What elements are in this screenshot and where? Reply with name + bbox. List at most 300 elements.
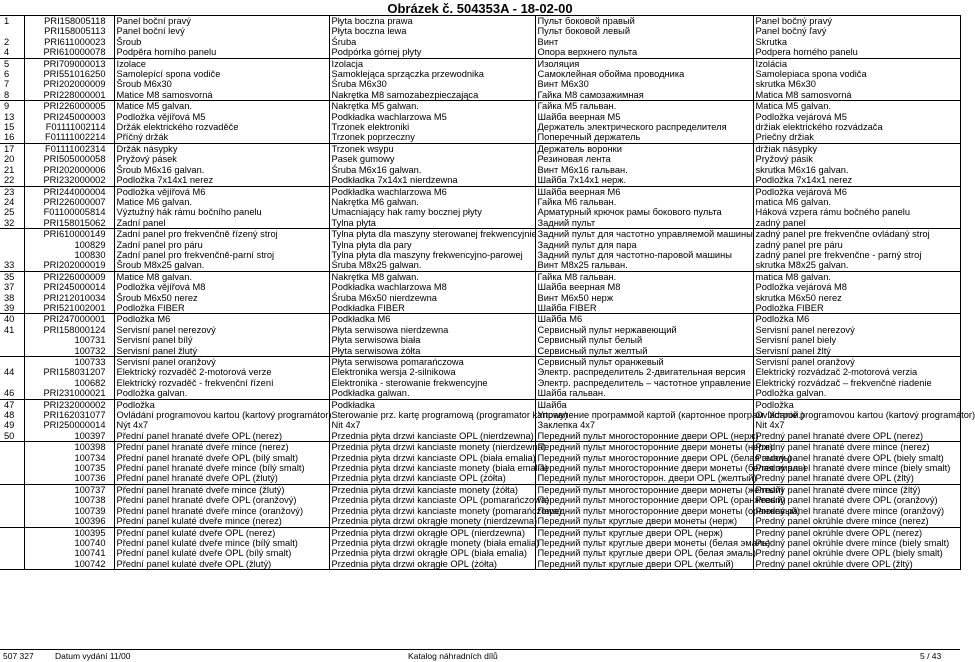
name-czech: Držák elektrického rozvaděče [114,122,329,132]
table-row [0,548,960,558]
name-polish: Podkładka [329,399,535,410]
name-slovak: Priečny držiak [753,132,960,143]
name-czech: Přední panel kulaté dveře OPL (bílý smalt) [114,548,329,558]
part-code: 100397 [24,431,114,442]
position-number [0,538,24,548]
position-number [0,527,24,538]
name-slovak: Predný panel hranaté dvere OPL (žltý) [753,473,960,484]
name-czech: Panel boční levý [114,26,329,36]
name-russian: Сервисный пульт белый [535,335,753,345]
table-row [0,335,960,345]
part-code: PRI202000006 [24,165,114,175]
position-number: 39 [4,302,15,313]
table-row [0,367,960,377]
position-number: 7 [4,79,10,90]
name-polish: Płyta serwisowa nierdzewna [329,325,535,335]
name-polish: Podkładka galwan. [329,388,535,399]
name-czech: Přední panel kulaté dveře mince (bílý smalt) [114,538,329,548]
table-row [0,282,960,292]
position-number: 13 [4,111,15,122]
table-row [0,132,960,143]
name-polish: Nit 4x7 [329,420,535,430]
name-slovak: Predný panel hranaté dvere mince (žltý) [753,484,960,495]
part-code: 100396 [24,516,114,527]
name-polish: Tylna płyta dla maszyny sterowanej frekwencyjnie [329,229,535,240]
name-russian: Винт M6x30 [535,79,753,89]
name-slovak: Ovládanie programovou kartou (kartový programátor) [753,410,960,420]
position-number [0,240,24,250]
part-code: PRI212010034 [24,293,114,303]
name-polish: Płyta serwisowa biała [329,335,535,345]
name-czech: Panel boční pravý [114,16,329,27]
name-polish: Przednia płyta drzwi okrągłe OPL (biała emalia) [329,548,535,558]
name-czech: Šroub [114,37,329,47]
position-number: 21 [4,164,15,175]
position-number [0,357,24,368]
table-row [0,250,960,260]
name-russian: Передний пульт круглые двери OPL (нерж) [535,527,753,538]
name-czech: Nýt 4x7 [114,420,329,430]
name-czech: Podložka vějířová M8 [114,282,329,292]
name-polish: Przednia płyta drzwi kanciaste OPL (nierdzewna) [329,431,535,442]
name-polish: Płyta boczna lewa [329,26,535,36]
position-number: 40 [0,314,24,325]
name-polish: Elektronika wersja 2-silnikowa [329,367,535,377]
name-slovak: Panel bočný pravý [753,16,960,27]
name-polish: Nakrętka M5 galwan. [329,101,535,112]
name-slovak: Elektrický rozvádzač 2-motorová verzia [753,367,960,377]
name-polish: Pasek gumowy [329,154,535,164]
position-number: 24 [4,196,15,207]
name-czech: Izolace [114,58,329,69]
name-polish: Trzonek poprzeczny [329,132,535,143]
name-polish: Przednia płyta drzwi kanciaste monety (biała emalia) [329,463,535,473]
part-code: PRI202000019 [24,260,114,271]
table-row [0,47,960,58]
name-czech: Servisní panel bílý [114,335,329,345]
page-footer [0,649,960,662]
name-polish: Przednia płyta drzwi kanciaste OPL (biała emalia) [329,453,535,463]
name-polish: Śruba [329,37,535,47]
part-code: PRI611000023 [24,37,114,47]
name-slovak: Podložka M6 [753,314,960,325]
table-row [0,37,960,47]
name-slovak: držiak násypky [753,143,960,154]
name-polish: Podkładka FIBER [329,303,535,314]
name-czech: Přední panel hranaté dveře OPL (bílý smalt) [114,453,329,463]
name-russian: Шайба M6 [535,314,753,325]
part-code: F01111002214 [24,132,114,143]
part-code: 100734 [24,453,114,463]
name-czech: Přední panel hranaté dveře mince (žlutý) [114,484,329,495]
name-russian: Передний пульт круглые двери монеты (нерж) [535,516,753,527]
table-row [0,165,960,175]
part-code: PRI245000014 [24,282,114,292]
footer-catalog-name: Katalog náhradních dílů [408,651,498,661]
part-code: PRI158031207 [24,367,114,377]
name-polish: Przednia płyta drzwi kanciaste OPL (pomarańczowa) [329,495,535,505]
position-number [0,346,24,357]
name-russian: Арматурный крючок рамы бокового пульта [535,207,753,217]
name-russian: Опора верхнего пульта [535,47,753,58]
table-row [0,463,960,473]
footer-issue-date: Datum vydání 11/00 [55,651,131,661]
name-slovak: Predný panel okrúhle dvere mince (biely smalt) [753,538,960,548]
part-code: PRI158000124 [24,325,114,335]
table-row [0,154,960,164]
name-czech: Přední panel hranaté dveře mince (nerez) [114,442,329,453]
part-code: 100736 [24,473,114,484]
name-czech: Šroub M6x30 [114,79,329,89]
part-code: 100395 [24,527,114,538]
name-polish: Podkładka M6 [329,314,535,325]
part-code: 100741 [24,548,114,558]
part-code: 100830 [24,250,114,260]
name-czech: Příčný držák [114,132,329,143]
name-czech: Výztužný hák rámu bočního panelu [114,207,329,217]
name-polish: Nakrętka M8 samozabezpieczająca [329,90,535,101]
name-polish: Płyta boczna prawa [329,16,535,27]
name-polish: Przednia płyta drzwi kanciaste monety (pomarańczowa) [329,506,535,516]
name-polish: Nakrętka M8 galwan. [329,271,535,282]
name-slovak: Predný panel hranaté dvere mince (biely smalt) [753,463,960,473]
name-czech: Přední panel kulaté dveře mince (nerez) [114,516,329,527]
position-number [0,442,24,453]
name-czech: Šroub M6x16 galvan. [114,165,329,175]
table-row [0,197,960,207]
name-slovak: Podložka [753,399,960,410]
name-slovak: Predný panel okrúhle dvere OPL (žltý) [753,559,960,570]
table-row [0,495,960,505]
name-russian: Передний пульт многосторонние двери монеты (оранжевый) [535,506,753,516]
table-row [0,453,960,463]
position-number [0,516,24,527]
name-russian: Винт [535,37,753,47]
name-russian: Передний пульт многосторонние двери монеты (нерж) [535,442,753,453]
table-row [0,484,960,495]
name-polish: Śruba M8x25 galwan. [329,260,535,271]
name-russian: Винт M6x50 нерж [535,293,753,303]
table-row [0,293,960,303]
name-russian: Задний пульт для частотно-паровой машины [535,250,753,260]
position-number [0,229,24,240]
position-number: 47 [0,399,24,410]
part-code: PRI709000013 [24,58,114,69]
table-row [0,442,960,453]
name-russian: Передний пульт многосторонние двери OPL (оранжевый) [535,495,753,505]
name-slovak: Predný panel hranaté dvere OPL (biely smalt) [753,453,960,463]
name-polish: Przednia płyta drzwi kanciaste OPL (żółta) [329,473,535,484]
position-number: 48 [4,410,15,421]
part-code: PRI158005113 [24,26,114,36]
table-row [0,79,960,89]
name-slovak: Servisní panel biely [753,335,960,345]
part-code: F01111002314 [24,143,114,154]
part-code: 100731 [24,335,114,345]
part-code: PRI162031077 [24,410,114,420]
table-row [0,431,960,442]
name-slovak: skrutka M6x30 [753,79,960,89]
name-slovak: Predný panel hranaté dvere mince (nerez) [753,442,960,453]
part-code: 100829 [24,240,114,250]
name-polish: Śruba M6x50 nierdzewna [329,293,535,303]
name-russian: Задний пульт для частотно управляемой машины [535,229,753,240]
part-code: PRI521002001 [24,303,114,314]
name-russian: Шайба 7x14x1 нерж. [535,175,753,186]
name-russian: Гайка M6 гальван. [535,197,753,207]
part-code: 100738 [24,495,114,505]
position-number: 9 [0,101,24,112]
name-russian: Резиновая лента [535,154,753,164]
position-number [0,506,24,516]
part-code: 100742 [24,559,114,570]
table-row [0,399,960,410]
table-row [0,175,960,186]
position-number: 35 [0,271,24,282]
name-russian: Шайба гальван. [535,388,753,399]
name-czech: Elektrický rozvaděč 2-motorová verze [114,367,329,377]
table-row [0,90,960,101]
name-slovak: Servisní panel nerezový [753,325,960,335]
table-row [0,271,960,282]
name-czech: Podložka 7x14x1 nerez [114,175,329,186]
name-russian: Винт M6x16 гальван. [535,165,753,175]
name-russian: Держатель электрического распределителя [535,122,753,132]
part-code: PRI505000058 [24,154,114,164]
name-russian: Электр. распределитель 2-двигательная версия [535,367,753,377]
name-polish: Podkładka wachlarzowa M6 [329,186,535,197]
table-row [0,26,960,36]
table-row [0,143,960,154]
name-russian: Шайба веерная M8 [535,282,753,292]
name-polish: Podkładka wachlarzowa M5 [329,112,535,122]
name-polish: Sterowanie prz. kartę programową (programator kartowy) [329,410,535,420]
table-row [0,303,960,314]
table-row [0,58,960,69]
name-slovak: skrutka M8x25 galvan. [753,260,960,271]
position-number: 33 [4,260,15,271]
parts-table-body [0,16,975,570]
position-number: 5 [0,58,24,69]
name-czech: Podložka M6 [114,314,329,325]
position-number: 32 [4,217,15,228]
name-slovak: Predný panel hranaté dvere OPL (oranžový) [753,495,960,505]
name-czech: Samolepící spona vodiče [114,69,329,79]
name-slovak: Pryžový pásik [753,154,960,164]
name-russian: Передний пульт многосторонние двери монеты (желтый) [535,484,753,495]
name-slovak: Panel bočný ľavý [753,26,960,36]
name-polish: Śruba M6x30 [329,79,535,89]
position-number [0,484,24,495]
name-slovak: zadný panel pre frekvenčne - parný stroj [753,250,960,260]
part-code: PRI232000002 [24,175,114,186]
part-code: PRI226000007 [24,197,114,207]
name-czech: Servisní panel žlutý [114,346,329,357]
table-row [0,69,960,79]
name-slovak: Servisní panel žltý [753,346,960,357]
part-code: PRI247000001 [24,314,114,325]
table-row [0,506,960,516]
name-russian: Гайка M8 самозажимная [535,90,753,101]
position-number: 49 [4,420,15,431]
name-russian: Сервисный пульт оранжевый [535,357,753,368]
name-russian: Управление программой картой (картонное програм. Устрой.) [535,410,753,420]
part-code: PRI250000014 [24,420,114,430]
name-czech: Ovládání programovou kartou (kartový programátor) [114,410,329,420]
name-czech: Servisní panel nerezový [114,325,329,335]
name-slovak: Nit 4x7 [753,420,960,430]
name-russian: Передний пульт многосторонние двери OPL (нерж) [535,431,753,442]
name-slovak: Podložka vejárová M8 [753,282,960,292]
name-slovak: Podpera horného panelu [753,47,960,58]
part-code: PRI226000009 [24,271,114,282]
name-slovak: držiak elektrického rozvádzača [753,122,960,132]
name-russian: Передний пульт многосторонние двери монеты (белая эмаль) [535,463,753,473]
name-polish: Podkładka 7x14x1 nierdzewna [329,175,535,186]
name-czech: Zadní panel pro frekvenčně-parní stroj [114,250,329,260]
name-russian: Шайба веерная M5 [535,112,753,122]
table-row [0,388,960,399]
position-number: 50 [4,430,15,441]
name-russian: Передний пульт многосторонние двери OPL (белая эмаль) [535,453,753,463]
name-polish: Podpórka górnej płyty [329,47,535,58]
name-slovak: Predný panel okrúhle dvere OPL (nerez) [753,527,960,538]
table-row [0,559,960,570]
name-czech: Přední panel kulaté dveře OPL (žlutý) [114,559,329,570]
name-polish: Tylna płyta dla maszyny frekwencyjno-parowej [329,250,535,260]
name-russian: Заклепка 4x7 [535,420,753,430]
name-russian: Задний пульт [535,218,753,229]
name-slovak: Predný panel okrúhle dvere mince (nerez) [753,516,960,527]
name-polish: Podkładka wachlarzowa M8 [329,282,535,292]
position-number: 20 [4,154,15,165]
name-russian: Изоляция [535,58,753,69]
name-slovak: Háková vzpera rámu bočného panelu [753,207,960,217]
table-row [0,325,960,335]
name-slovak: matica M8 galvan. [753,271,960,282]
name-polish: Umacniający hak ramy bocznej płyty [329,207,535,217]
name-russian: Гайка M5 гальван. [535,101,753,112]
name-russian: Электр. распределитель – частотное управление [535,378,753,388]
position-number: 38 [4,292,15,303]
name-czech: Matice M8 samosvorná [114,90,329,101]
name-polish: Tylna płyta [329,218,535,229]
name-polish: Przednia płyta drzwi okrągłe monety (nierdzewna) [329,516,535,527]
table-row [0,186,960,197]
name-czech: Pryžový pásek [114,154,329,164]
part-code: PRI244000004 [24,186,114,197]
name-russian: Передний пульт многосторон. двери OPL (желтый) [535,473,753,484]
table-row [0,420,960,430]
part-code: PRI228000001 [24,90,114,101]
name-polish: Samoklejąca sprzączka przewodnika [329,69,535,79]
part-code: PRI232000002 [24,399,114,410]
name-slovak: Izolácia [753,58,960,69]
name-russian: Передний пульт круглые двери OPL (белая эмаль) [535,548,753,558]
name-slovak: Podložka galvan. [753,388,960,399]
position-number: 22 [4,175,15,186]
name-slovak: Podložka FIBER [753,303,960,314]
part-code: PRI610000149 [24,229,114,240]
part-code: PRI551016250 [24,69,114,79]
part-code: 100737 [24,484,114,495]
table-row [0,538,960,548]
name-czech: Přední panel hranaté dveře OPL (oranžový) [114,495,329,505]
name-slovak: zadný panel pre páru [753,240,960,250]
part-code: PRI245000003 [24,112,114,122]
name-russian: Пульт боковой правый [535,16,753,27]
part-code: 100682 [24,378,114,388]
name-czech: Matice M8 galvan. [114,271,329,282]
part-code: 100740 [24,538,114,548]
name-slovak: zadný panel [753,218,960,229]
table-row [0,357,960,368]
name-polish: Płyta serwisowa żółta [329,346,535,357]
position-number: 46 [4,388,15,399]
name-czech: Šroub M6x50 nerez [114,293,329,303]
name-russian: Шайба веерная M6 [535,186,753,197]
name-polish: Przednia płyta drzwi okrągłe monety (biała emalia) [329,538,535,548]
position-number [0,559,24,570]
name-czech: Servisní panel oranžový [114,357,329,368]
name-russian: Самоклейная обойма проводника [535,69,753,79]
part-code: 100739 [24,506,114,516]
name-czech: Přední panel hranaté dveře mince (bílý smalt) [114,463,329,473]
name-polish: Śruba M6x16 galwan. [329,165,535,175]
part-code: PRI610000078 [24,47,114,58]
position-number: 44 [4,367,15,378]
name-czech: Přední panel hranaté dveře mince (oranžový) [114,506,329,516]
name-russian: Поперечный держатель [535,132,753,143]
position-number [0,378,24,388]
table-row [0,16,960,27]
table-row [0,240,960,250]
page-title: Obrázek č. 504353A - 18-02-00 [387,1,573,16]
position-number [0,495,24,505]
position-number: 16 [4,132,15,143]
name-slovak: skrutka M6x16 galvan. [753,165,960,175]
position-number: 37 [4,282,15,293]
name-czech: Přední panel hranaté dveře OPL (nerez) [114,431,329,442]
name-slovak: Predný panel hranaté dvere mince (oranžový) [753,506,960,516]
name-slovak: Podložka vejárová M5 [753,112,960,122]
name-czech: Zadní panel pro frekvenčně řízený stroj [114,229,329,240]
name-czech: Šroub M8x25 galvan. [114,260,329,271]
part-code: F01100005814 [24,207,114,217]
name-czech: Matice M6 galvan. [114,197,329,207]
name-slovak: zadný panel pre frekvenčne ovládaný stroj [753,229,960,240]
position-number: 23 [0,186,24,197]
name-slovak: Predný panel okrúhle dvere OPL (biely smalt) [753,548,960,558]
name-russian: Шайба [535,399,753,410]
position-number [0,473,24,484]
part-code: 100735 [24,463,114,473]
name-slovak: Matica M8 samosvorná [753,90,960,101]
position-number: 15 [4,122,15,133]
name-polish: Nakrętka M6 galwan. [329,197,535,207]
table-row [0,527,960,538]
table-row [0,207,960,217]
name-czech: Podložka galvan. [114,388,329,399]
position-number [0,335,24,345]
name-czech: Přední panel hranaté dveře OPL (žlutý) [114,473,329,484]
table-row [0,229,960,240]
position-number [0,250,24,260]
position-number: 8 [4,89,10,100]
table-row [0,346,960,357]
name-czech: Podložka vějířová M6 [114,186,329,197]
table-row [0,260,960,271]
